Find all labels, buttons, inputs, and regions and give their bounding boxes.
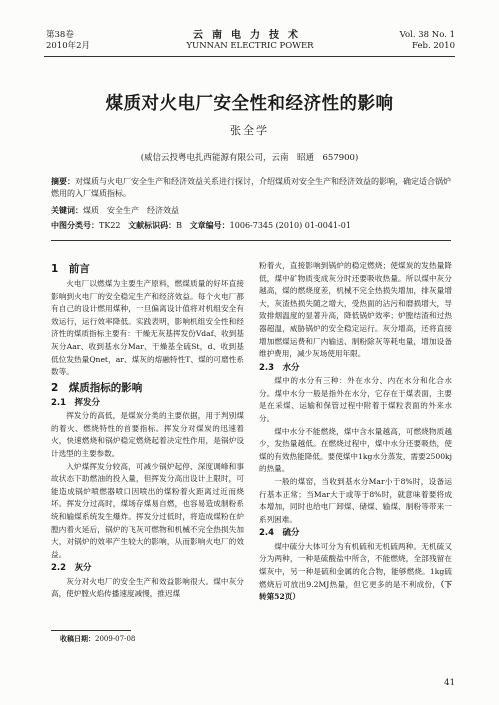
continued-on-note: （下转第52页）: [259, 579, 452, 602]
section-2-2-paragraph: 灰分对火电厂的安全生产和效益影响很大。煤中灰分高，使炉膛火焰传播速度减慢，推迟煤: [51, 576, 244, 599]
doc-code-label: 文献标识码：: [128, 221, 177, 230]
abstract-text: 对煤质与火电厂安全生产和经济效益关系进行探讨，介绍煤质对安全生产和经济效益的影响，确定适合锅炉燃用的入厂煤质指标。: [51, 177, 451, 198]
section-1-paragraph: 火电厂以燃煤为主要生产原料，燃煤质量的好坏直接影响到火电厂的安全稳定生产和经济效益。每个火电厂都有自己的设计燃用煤种，一旦偏离设计值将对机组安全有效运行，运行效率降低。实践表明，影响机组安全性和经济性的煤质指标主要有：干燥无灰基挥发份Vdaf、收到基灰分Aar、收到基水分Mar、干燥基全硫St，d、收到基低位发热量Qnet，ar、煤灰的熔融特性T、煤的可磨性系数等。: [51, 279, 244, 377]
journal-name-en: YUNNAN ELECTRIC POWER: [186, 41, 314, 51]
section-2-3-paragraph-2: 煤中水分不能燃烧，煤中含水量越高，可燃烧物质越少，发热量越低。在燃烧过程中，煤中水分还要吸热，使煤的有效热能降低。要使煤中1kg水分蒸发，需要2500kj的热量。: [259, 426, 452, 474]
issue-date-zh: 2010年2月: [46, 41, 91, 51]
footnote-rule: [51, 630, 131, 631]
article-no-value: 1006-7345 (2010) 01-0041-01: [229, 221, 351, 230]
article-title: 煤质对火电厂安全性和经济性的影响: [105, 94, 394, 114]
article-no-label: 文章编号：: [189, 221, 230, 230]
article-author: 张全学: [230, 124, 269, 137]
volume-number-en: Vol. 38 No. 1: [399, 30, 455, 40]
clc-label: 中图分类号：: [51, 221, 99, 230]
section-2-2-heading: 2.2 灰分: [51, 563, 92, 574]
keywords-text: 煤质 安全生产 经济效益: [83, 206, 179, 215]
left-column: [51, 260, 244, 601]
page-number: 41: [444, 678, 455, 688]
abstract-rule: [51, 240, 451, 241]
journal-name-zh: 云南电力技术: [193, 30, 307, 41]
running-header-left: [46, 30, 90, 52]
running-header-center: [150, 30, 350, 52]
header-rule: [44, 56, 455, 57]
keywords-label: 关键词：: [51, 206, 83, 215]
section-2-4-paragraph: [259, 541, 452, 604]
section-2-heading: 2 煤质指标的影响: [51, 381, 143, 394]
section-2-3-heading: 2.3 水分: [259, 362, 300, 373]
section-2-4-heading: 2.4 硫分: [259, 528, 300, 539]
received-date: 2009-07-08: [95, 635, 136, 643]
section-2-1-heading: 2.1 挥发分: [51, 397, 101, 408]
section-2-2-continuation: 粉着火，直接影响到锅炉的稳定燃烧；使煤炭的发热量降低，煤中矿物质变成灰分时还要吸收热量。所以煤中灰分越高，煤的燃烧度差，机械不完全热损失增加，排灰量增大，灰渣热损失随之增大，受热面的沾污和磨损增大，导致排烟温度的显著升高，降低锅炉效率；炉膛结渣和过热器超温，威胁锅炉的安全稳定运行。灰分增高，还将直接增加燃煤运费和厂内输送、制粉除灰等耗电量，增加设备维护费用，减少灰场使用年限。: [259, 261, 452, 359]
keywords: [51, 205, 451, 217]
section-2-1-paragraph-2: 入炉煤挥发分较高，可减少锅炉起停、深度调峰和事故状态下助燃油的投入量，但挥发分高出设计上限时，可能造成锅炉喷燃器喷口因喷出的煤粉着火距离过近而烧坏。挥发分过高时，煤场存煤易自燃，也容易造成制粉系统和输煤系统发生爆炸。挥发分过低时，将造成煤粉在炉膛内着火延后，锅炉的飞灰可燃物和机械不完全热损失加大，对锅炉的效率产生较大的影响，从而影响火电厂的效益。: [51, 461, 244, 559]
received-date-footnote: [60, 634, 135, 644]
abstract: [51, 176, 451, 200]
author-affiliation: (威信云投粤电扎西能源有限公司，云南 昭通 657900): [140, 153, 359, 163]
doc-code-value: B: [176, 221, 183, 230]
section-2-4-text: 煤中硫分大体可分为有机硫和无机硫两种。无机硫又分为两种，一种是硫酸盐中所含，不能燃烧，全部残留在煤灰中，另一种是硫和金属的化合物，能够燃烧。1kg硫燃烧后可放出9.2MJ热量，但它更多的是不利成份，: [259, 541, 452, 589]
section-1-heading: 1 前言: [51, 263, 90, 275]
volume-number: 第38卷: [46, 30, 74, 40]
section-2-1-paragraph-1: 挥发分的高低，是煤炭分类的主要依据，用于判别煤的着火、燃烧特性的首要指标。挥发分对煤炭的迅速着火，快速燃烧和锅炉稳定燃烧起着决定性作用，是锅炉设计选型的主要参数。: [51, 411, 244, 459]
section-2-3-paragraph-3: 一般的煤窑，当收到基水分Mar小于8%时，设备运行基本正常；当Mar大于或等于8%时，就意味着要将成本增加，同时也给电厂卸煤、储煤、输煤、制粉等带来一系列困难。: [259, 477, 452, 524]
running-header-right: [400, 30, 455, 52]
issue-date-en: Feb. 2010: [412, 41, 455, 51]
abstract-label: 摘要：: [51, 177, 75, 186]
section-2-3-paragraph-1: 煤中的水分有三种：外在水分、内在水分和化合水分。煤中水分一般是指外在水分，它存在于煤表面，主要是在采煤、运输和保管过程中附着于煤粒表面的外来水分。: [259, 376, 452, 424]
right-column: [259, 260, 452, 604]
clc-value: TK22: [99, 221, 121, 230]
classification-line: [51, 220, 451, 232]
received-label: 收稿日期：: [60, 634, 95, 643]
